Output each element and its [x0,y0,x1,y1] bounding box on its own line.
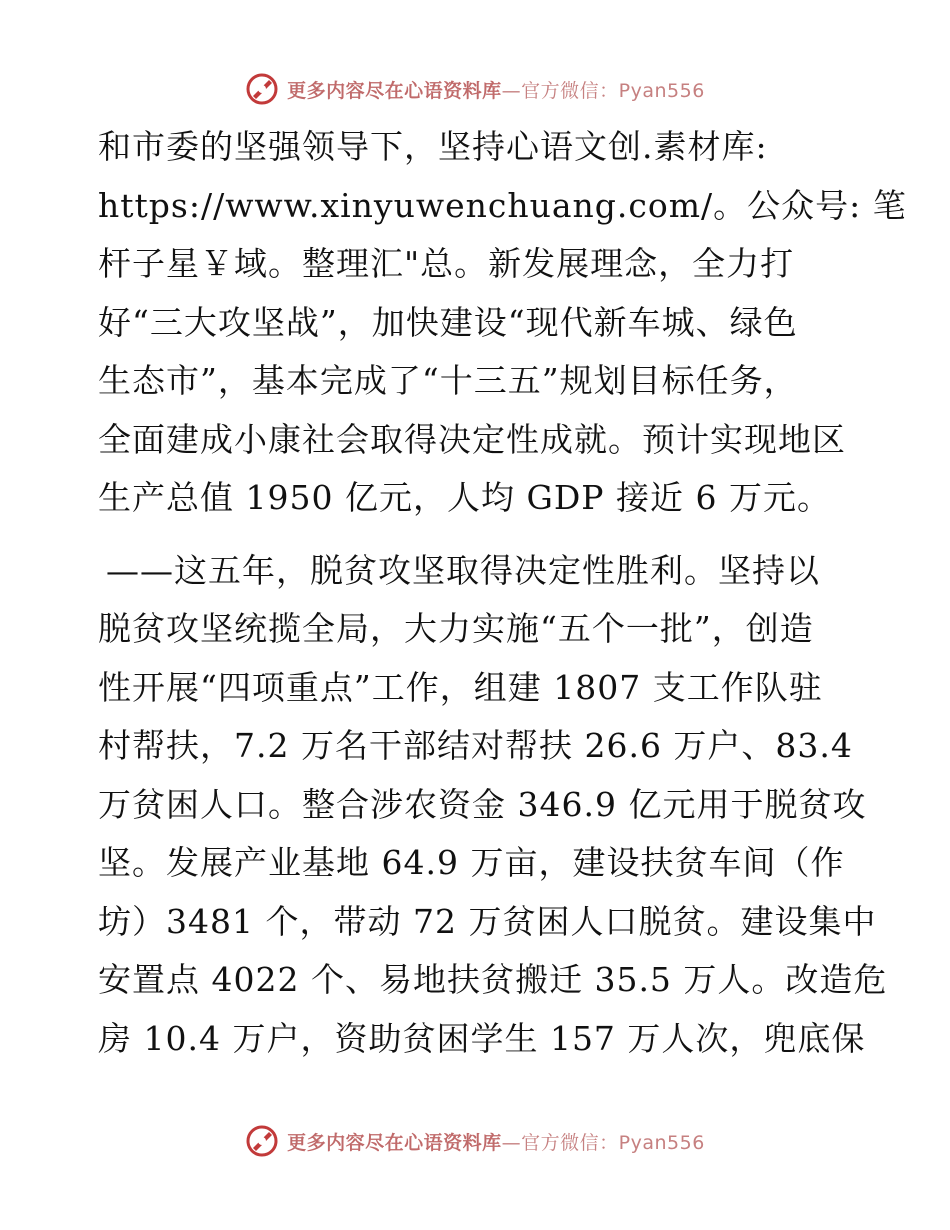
document-body [98,118,907,1068]
paragraph-1 [98,118,907,528]
watermark-separator: — [501,79,522,102]
text-line: 生态市”，基本完成了“十三五”规划目标任务， [98,361,798,400]
text-line: 和市委的坚强领导下，坚持心语文创.素材库: [98,127,768,166]
paragraph-2 [98,542,888,1069]
red-pen-swirl-logo-icon [245,72,279,106]
red-pen-swirl-logo-icon [245,1124,279,1158]
text-line: 全面建成小康社会取得决定性成就。预计实现地区 [98,419,846,459]
watermark-text [287,1128,705,1155]
watermark-sub: 官方微信：Pyan556 [521,1131,705,1154]
watermark-separator: — [501,1131,522,1154]
watermark-brand: 更多内容尽在心语资料库 [287,1131,502,1154]
paragraph-gap [98,528,858,542]
text-line: 村帮扶，7.2 万名干部结对帮扶 26.6 万户、83.4 [98,726,853,765]
text-line: 生产总值 1950 亿元，人均 GDP 接近 6 万元。 [98,478,831,517]
watermark-text [287,76,705,103]
text-line: 脱贫攻坚统揽全局，大力实施“五个一批”，创造 [98,609,814,648]
text-line: 房 10.4 万户，资助贫困学生 157 万人次，兜底保 [98,1018,866,1058]
text-line: ——这五年，脱贫攻坚取得决定性胜利。坚持以 [106,550,820,590]
text-line: https://www.xinyuwenchuang.com/。公众号: 笔 [98,185,907,225]
text-line: 坊）3481 个，带动 72 万贫困人口脱贫。建设集中 [98,901,877,941]
text-line: 性开展“四项重点”工作，组建 1807 支工作队驻 [98,667,823,707]
watermark-sub: 官方微信：Pyan556 [521,79,705,102]
text-line: 坚。发展产业基地 64.9 万亩，建设扶贫车间（作 [98,843,845,882]
text-line: 好“三大攻坚战”，加快建设“现代新车城、绿色 [98,302,798,342]
footer-watermark [0,1124,950,1158]
text-line: 杆子星￥域。整理汇"总。新发展理念，全力打 [98,244,795,283]
text-line: 万贫困人口。整合涉农资金 346.9 亿元用于脱贫攻 [98,784,867,824]
text-line: 安置点 4022 个、易地扶贫搬迁 35.5 万人。改造危 [98,960,888,999]
header-watermark [0,72,950,106]
watermark-brand: 更多内容尽在心语资料库 [287,79,502,102]
